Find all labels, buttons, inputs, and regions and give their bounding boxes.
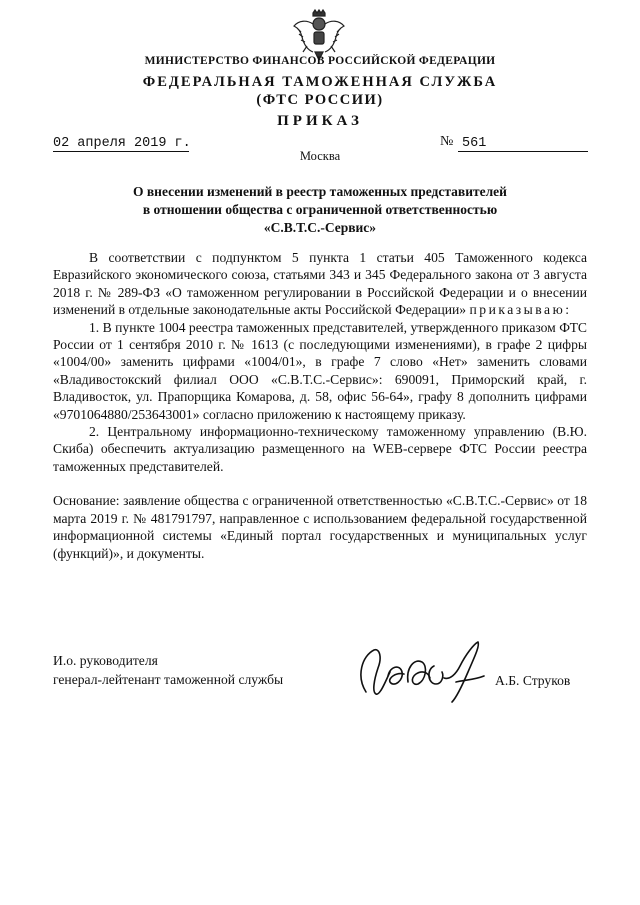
preamble-text: В соответствии с подпунктом 5 пункта 1 статьи 405 Таможенного кодекса Евразийского экономического союза, статьями 343 и 345 Федерального закона от 3 августа 2018 г. № 289-ФЗ «О таможенном регулировании в Российской Федерации и о внесении изменений в отдельные законодательные акты Российской Федерации» (53, 250, 587, 318)
signer-position-line-2: генерал-лейтенант таможенной службы (53, 672, 284, 687)
signer-name: А.Б. Струков (495, 673, 571, 688)
item-2-paragraph: 2. Центральному информационно-техническому таможенному управлению (В.Ю. Скиба) обеспечить актуализацию размещенного на WEB-сервере ФТС России реестра таможенных представителей. (53, 424, 587, 474)
order-title-line-3: «С.В.Т.С.-Сервис» (263, 220, 377, 235)
service-name: ФЕДЕРАЛЬНАЯ ТАМОЖЕННАЯ СЛУЖБА (142, 74, 498, 90)
signer-position-line-1: И.о. руководителя (53, 653, 158, 668)
basis-paragraph: Основание: заявление общества с ограниченной ответственностью «С.В.Т.С.-Сервис» от 18 марта 2019 г. № 481791797, направленное с использованием федеральной государственной информационной системы «Единый портал государственных и муниципальных услуг (функций)», и документы. (53, 493, 587, 561)
handwritten-signature (352, 636, 502, 706)
order-title-line-2: в отношении общества с ограниченной ответственностью (142, 202, 498, 217)
item-1-paragraph: 1. В пункте 1004 реестра таможенных представителей, утвержденного приказом ФТС России от 1 сентября 2010 г. № 1613 (с последующими изменениями), в графе 2 цифры «1004/00» заменить цифрами «1004/01», в графе 7 слово «Нет» заменить словами «Владивостокский филиал ООО «С.В.Т.С.-Сервис»: 690091, Приморский край, г. Владивосток, ул. Прапорщика Комарова, д. 58, офис 56-64», графу 8 дополнить цифрами «9701064880/253643001» согласно приложению к настоящему приказу. (53, 319, 587, 422)
order-word: приказываю: (469, 302, 572, 318)
service-abbreviation: (ФТС РОССИИ) (256, 92, 384, 108)
city: Москва (299, 149, 341, 163)
order-title-line-1: О внесении изменений в реестр таможенных представителей (133, 184, 507, 199)
order-number-label: № (440, 134, 454, 149)
preamble-paragraph (53, 249, 587, 319)
order-date: 02 апреля 2019 г. (53, 136, 191, 151)
ministry-name: МИНИСТЕРСТВО ФИНАНСОВ РОССИЙСКОЙ ФЕДЕРАЦИИ (144, 55, 496, 67)
order-body (53, 249, 587, 562)
order-number: 561 (462, 136, 487, 151)
document-type: ПРИКАЗ (277, 113, 363, 129)
